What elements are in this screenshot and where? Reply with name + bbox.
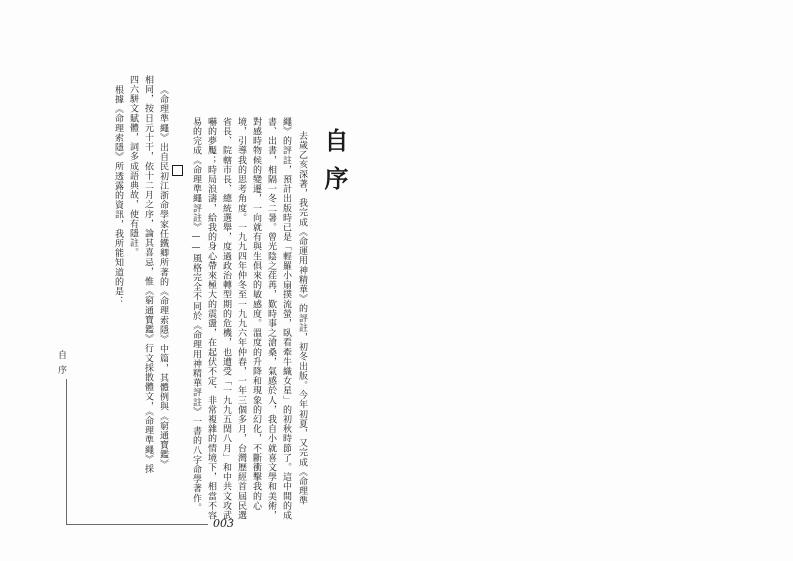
paragraph-2-column-1: 《命理準繩》出自民初江浙命學家任鐵卿所著的《命理索隱》中篇，其體例與《窮通寶鑑》	[158, 85, 168, 469]
paragraph-1-column-6: 省長、院轄市長、總統選舉，度過政治轉型期的危機，也遭受「一九九五閏八月」和中共文攻武	[221, 117, 231, 521]
title-char-zi: 自	[320, 128, 349, 152]
paragraph-1-column-1: 去歲乙亥深著，我完成《命運用神精華》的評註，初冬出版。今年初夏，又完成《命理準	[297, 131, 307, 506]
paragraph-1-column-4: 對感時物候的變遷，一向就有與生俱來的敏感度。溫度的升降和現象的幻化，不斷衝擊我的心	[251, 117, 261, 511]
page-number: 003	[213, 517, 234, 530]
paragraph-1-column-2: 繩》的評註，預計出版時已是「輕羅小扇撲流螢，臥看牽牛織女星」的初秋時節了。這中間的成	[281, 117, 291, 521]
section-box-mark	[172, 165, 183, 176]
title-char-xu: 序	[320, 166, 349, 190]
paragraph-1-column-5: 境，引導我的思考角度。一九九四年仲冬至一九九六年仲春，一年三個多月，台灣歷經首屆民選	[236, 117, 246, 521]
paragraph-2-column-2: 相同，按日元十干，依十二月之序，論其喜忌，惟《窮通寶鑑》行文採散體文，《命理準繩》採	[143, 75, 153, 474]
margin-rule-vertical	[66, 379, 67, 525]
margin-rule-horizontal	[66, 524, 208, 525]
paragraph-2-column-3: 四六駢文賦體，詞多成語典故，使有隱註。	[128, 75, 138, 258]
running-head: 自序	[56, 350, 66, 380]
paragraph-1-column-8: 易的完成《命理準繩評註》——風格完全不同於《命理用神精華評註》一書的八字命學著作。	[191, 117, 201, 513]
paragraph-1-column-7: 嚇的夢魘；時局浪濤，給我的身心帶來極大的震盪，在起伏不定、非常複雜的情境下，相當不容	[206, 117, 216, 521]
paragraph-3-column-1: 根據《命理索隱》所透露的資訊，我所能知道的是：	[113, 85, 123, 306]
paragraph-1-column-3: 書、出書，相隔一冬二暑。曾光陰之荏苒，歎時事之滄桑，氣感於人，我自小就喜文學和美術，	[266, 117, 276, 521]
